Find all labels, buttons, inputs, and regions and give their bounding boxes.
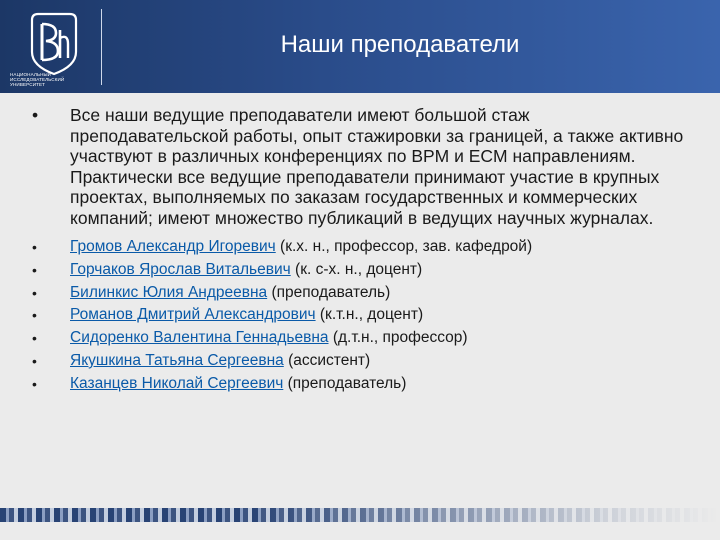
footer-fade xyxy=(0,508,720,522)
page-title: Наши преподаватели xyxy=(280,31,520,58)
list-item-teacher xyxy=(24,373,684,396)
teacher-role: (к.т.н., доцент) xyxy=(319,306,424,324)
teacher-role: (ассистент) xyxy=(288,351,371,369)
teacher-name-link[interactable]: Громов Александр Игоревич xyxy=(70,238,276,255)
list-item-teacher xyxy=(24,236,684,259)
slide-header xyxy=(0,0,720,93)
teacher-role: (преподаватель) xyxy=(287,374,407,392)
teacher-role: (д.т.н., профессор) xyxy=(332,329,468,347)
list-item-teacher xyxy=(24,350,684,373)
teacher-role: (преподаватель) xyxy=(271,283,391,301)
bullet-icon: • xyxy=(32,307,37,324)
bullet-icon: • xyxy=(32,375,37,392)
list-item-teacher xyxy=(24,304,684,327)
bullet-icon: • xyxy=(32,284,37,301)
list-item-teacher xyxy=(24,327,684,350)
teacher-name-link[interactable]: Романов Дмитрий Александрович xyxy=(70,306,316,324)
bullet-icon: • xyxy=(32,239,37,255)
teacher-role: (к. с-х. н., доцент) xyxy=(295,260,423,278)
bullet-icon: • xyxy=(32,261,37,278)
list-item-teacher xyxy=(24,259,684,282)
teacher-name-link[interactable]: Сидоренко Валентина Геннадьевна xyxy=(70,329,329,347)
bullet-icon: • xyxy=(32,330,37,347)
list-item-teacher xyxy=(24,282,684,305)
intro-text: Все наши ведущие преподаватели имеют большой стаж преподавательской работы, опыт стажировки за границей, а также активно участвуют в различных конференциях по BPM и ECM направлениям. Практически все ведущие преподаватели принимают участие в крупных проектах, выполняемых по заказам государственных и коммерческих компаний; имеют множество публикаций в ведущих научных журналах. xyxy=(70,105,684,228)
logo-separator xyxy=(101,9,102,85)
teacher-name-link[interactable]: Горчаков Ярослав Витальевич xyxy=(70,260,291,278)
teacher-name-link[interactable]: Якушкина Татьяна Сергеевна xyxy=(70,351,284,369)
list-item-intro xyxy=(24,105,684,228)
bullet-list xyxy=(24,105,684,396)
university-caption: НАЦИОНАЛЬНЫЙ ИССЛЕДОВАТЕЛЬСКИЙ УНИВЕРСИТЕТ xyxy=(10,72,65,87)
bullet-icon: • xyxy=(32,352,37,369)
teacher-name-link[interactable]: Билинкис Юлия Андреевна xyxy=(70,283,268,301)
bullet-icon: • xyxy=(32,105,39,125)
teacher-name-link[interactable]: Казанцев Николай Сергеевич xyxy=(70,374,284,392)
teacher-role: (к.х. н., профессор, зав. кафедрой) xyxy=(280,238,533,255)
slide-content xyxy=(24,105,684,396)
